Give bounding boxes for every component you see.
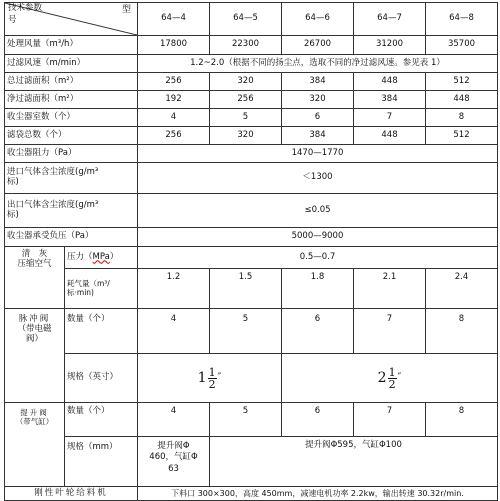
sub-label: 压力（MPa） — [65, 247, 138, 269]
table-cell-merged: ＜1300 — [138, 163, 498, 194]
table-cell-merged: 1.2~2.0（根据不同的扬尘点，选取不同的净过滤风速。参见表 1） — [138, 55, 498, 73]
row-label: 净过滤面积（m²） — [5, 91, 138, 109]
table-cell: 6 — [282, 309, 354, 354]
sub-label-line: 标·min) — [67, 287, 94, 297]
corner-label-params-suffix: 号 — [8, 15, 17, 25]
table-row-cleaning-pressure — [5, 247, 498, 269]
group-label-line: （带电磁 — [17, 323, 52, 334]
table-cell: 256 — [210, 91, 282, 109]
pulse-spec-large — [282, 354, 498, 403]
inch-mark: ″ — [217, 372, 222, 384]
table-cell: 1.5 — [210, 269, 282, 309]
table-cell: 256 — [138, 127, 210, 145]
table-row-chambers — [5, 109, 498, 127]
table-cell: 448 — [426, 91, 498, 109]
table-cell: 4 — [138, 309, 210, 354]
row-label: 过滤风速（m/min） — [5, 55, 138, 73]
table-row-pressure-load — [5, 228, 498, 247]
group-label-lift-valve — [5, 403, 65, 487]
table-cell: 7 — [354, 403, 426, 437]
table-cell: 1.2 — [138, 269, 210, 309]
group-label-line: 清 灰 — [21, 249, 48, 259]
fraction-denominator: 2 — [208, 377, 216, 391]
group-label-line: 阀） — [25, 333, 43, 344]
fraction-body — [388, 367, 397, 390]
row-label: 总过滤面积（m²） — [5, 73, 138, 91]
row-label-line: 进口气体含尘浓度(g/m³ — [7, 167, 99, 178]
fraction-numerator: 1 — [208, 365, 216, 379]
lift-spec-line: 提升阀Φ — [157, 441, 190, 451]
table-cell: 6 — [282, 109, 354, 127]
table-row-total-area — [5, 73, 498, 91]
corner-label-params: 技术参数 — [8, 3, 43, 13]
table-cell: 5 — [210, 109, 282, 127]
spec-table — [4, 2, 498, 501]
model-header: 64—7 — [354, 3, 426, 36]
table-cell: 31200 — [354, 36, 426, 55]
sub-label: 规格（英寸） — [65, 354, 138, 403]
table-cell: 512 — [426, 73, 498, 91]
table-cell: 384 — [354, 91, 426, 109]
table-cell: 320 — [210, 127, 282, 145]
table-row-feeder — [5, 487, 498, 501]
table-cell: 320 — [282, 91, 354, 109]
group-label-line: 压缩空气 — [17, 258, 52, 269]
group-label-line: （带气缸） — [15, 416, 54, 426]
table-header-row — [5, 3, 498, 36]
sub-label — [65, 269, 138, 309]
table-cell: 7 — [354, 309, 426, 354]
table-cell: 2.4 — [426, 269, 498, 309]
table-cell: 35700 — [426, 36, 498, 55]
table-cell: 7 — [354, 109, 426, 127]
sub-label: 数量（个） — [65, 403, 138, 437]
table-row-inlet-concentration — [5, 163, 498, 194]
table-row-airflow — [5, 36, 498, 55]
table-cell-merged: 下料口 300×300，高度 450mm，减速电机功率 2.2kw，输出转速 30.32r/min. — [138, 487, 498, 501]
table-cell: 448 — [354, 73, 426, 91]
table-cell: 448 — [354, 127, 426, 145]
unit-mpa: MPa — [92, 251, 110, 262]
table-cell: 5 — [210, 309, 282, 354]
row-label: 收尘器承受负压（Pa） — [5, 228, 138, 247]
table-cell: 1.8 — [282, 269, 354, 309]
table-cell-merged: 5000—9000 — [138, 228, 498, 247]
table-row-air-consumption — [5, 269, 498, 309]
table-row-net-area — [5, 91, 498, 109]
table-cell: 256 — [138, 73, 210, 91]
fraction-numerator: 1 — [388, 365, 396, 379]
table-cell: 2.1 — [354, 269, 426, 309]
row-label: 刚性叶轮给料机 — [5, 487, 138, 501]
corner-header-cell — [5, 3, 138, 36]
table-cell: 512 — [426, 127, 498, 145]
row-label: 处理风量（m³/h） — [5, 36, 138, 55]
table-cell: 22300 — [210, 36, 282, 55]
table-cell: 6 — [282, 403, 354, 437]
row-label: 滤袋总数（个） — [5, 127, 138, 145]
table-cell: 8 — [426, 109, 498, 127]
table-row-lift-qty — [5, 403, 498, 437]
fraction-body — [208, 367, 217, 390]
table-cell-merged: 0.5—0.7 — [138, 247, 498, 269]
lift-spec-line: 460，气缸Φ — [149, 452, 198, 463]
table-cell-merged: 1470—1770 — [138, 145, 498, 163]
fraction-whole: 1 — [197, 369, 207, 386]
table-cell: 5 — [210, 403, 282, 437]
sub-label: 规格（mm） — [65, 437, 138, 487]
table-cell: 384 — [282, 73, 354, 91]
fraction-size — [198, 367, 222, 390]
row-label: 收尘器阻力（Pa） — [5, 145, 138, 163]
sub-label: 数量（个） — [65, 309, 138, 354]
fraction-size — [378, 367, 402, 390]
table-cell: 4 — [138, 403, 210, 437]
pulse-spec-small — [138, 354, 282, 403]
table-cell: 26700 — [282, 36, 354, 55]
table-row-resistance — [5, 145, 498, 163]
row-label-line: 标) — [7, 209, 19, 220]
lift-spec-large: 提升阀Φ595，气缸Φ100 — [210, 437, 498, 487]
table-cell: 4 — [138, 109, 210, 127]
model-header: 64—6 — [282, 3, 354, 36]
table-row-pulse-spec — [5, 354, 498, 403]
group-label-cleaning-air — [5, 247, 65, 309]
table-cell: 8 — [426, 309, 498, 354]
table-cell: 17800 — [138, 36, 210, 55]
group-label-pulse-valve — [5, 309, 65, 403]
inch-mark: ″ — [397, 372, 402, 384]
model-header: 64—5 — [210, 3, 282, 36]
fraction-whole: 2 — [377, 369, 387, 386]
table-cell: 320 — [210, 73, 282, 91]
fraction-denominator: 2 — [388, 377, 396, 391]
group-label-line: 提升阀 — [20, 408, 49, 417]
table-cell: 192 — [138, 91, 210, 109]
sub-label-line: 耗气量（m³/ — [67, 278, 110, 288]
group-label-line: 脉冲阀 — [18, 314, 51, 324]
row-label: 收尘器室数（个） — [5, 109, 138, 127]
row-label-line: 出口气体含尘浓度(g/m³ — [7, 199, 99, 210]
model-header: 64—8 — [426, 3, 498, 36]
corner-label-model: 型 — [121, 5, 131, 15]
row-label — [5, 163, 138, 194]
row-label — [5, 194, 138, 228]
table-cell: 384 — [282, 127, 354, 145]
table-cell-merged: ≤0.05 — [138, 194, 498, 228]
table-row-filter-speed — [5, 55, 498, 73]
table-row-outlet-concentration — [5, 194, 498, 228]
table-row-bags — [5, 127, 498, 145]
table-row-lift-spec — [5, 437, 498, 487]
table-row-pulse-qty — [5, 309, 498, 354]
table-cell: 8 — [426, 403, 498, 437]
row-label-line: 标) — [7, 177, 19, 187]
model-header: 64—4 — [138, 3, 210, 36]
lift-spec-line: 63 — [168, 463, 179, 474]
lift-spec-small — [138, 437, 210, 487]
